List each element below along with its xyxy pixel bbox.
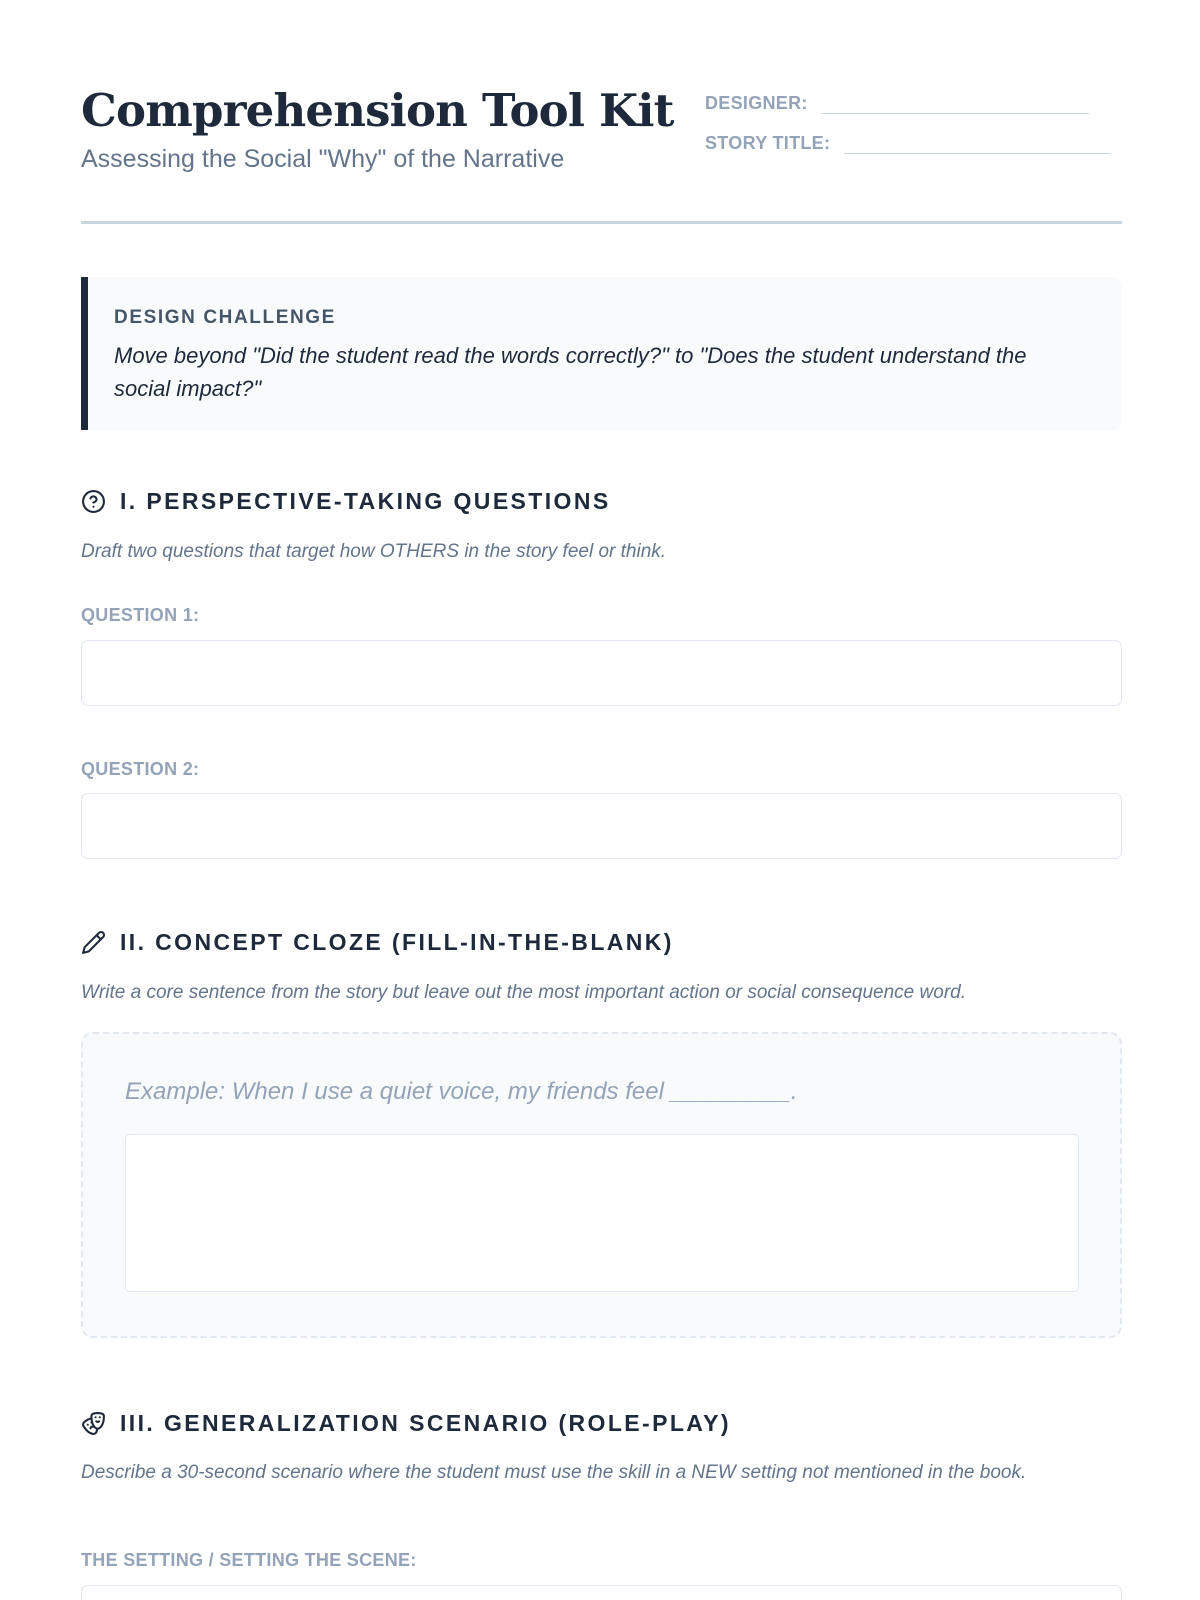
designer-field[interactable]	[822, 86, 1089, 114]
question-2-field[interactable]	[81, 793, 1122, 859]
callout-label: DESIGN CHALLENGE	[114, 307, 336, 328]
pencil-icon	[81, 930, 106, 955]
story-title-field[interactable]	[844, 126, 1111, 154]
section-title: III. GENERALIZATION SCENARIO (ROLE-PLAY)	[120, 1410, 731, 1436]
designer-row	[705, 84, 1089, 114]
header	[81, 82, 1122, 224]
section-description: Draft two questions that target how OTHERS in the story feel or think.	[81, 541, 667, 562]
question-circle-icon	[81, 489, 106, 514]
setting-field[interactable]	[81, 1585, 1122, 1600]
worksheet-page	[81, 0, 1122, 1600]
section-title: II. CONCEPT CLOZE (FILL-IN-THE-BLANK)	[120, 929, 674, 955]
story-title-label: STORY TITLE:	[705, 133, 831, 153]
cloze-answer-field[interactable]	[125, 1134, 1079, 1292]
setting-label: THE SETTING / SETTING THE SCENE:	[81, 1550, 417, 1570]
section-cloze-heading	[81, 929, 674, 956]
section-title: I. PERSPECTIVE-TAKING QUESTIONS	[120, 488, 611, 514]
section-description: Write a core sentence from the story but leave out the most important action or social consequence word.	[81, 982, 966, 1003]
designer-label: DESIGNER:	[705, 93, 808, 113]
callout-text: Move beyond "Did the student read the words correctly?" to "Does the student understand the social impact?"	[114, 343, 1027, 401]
page-subtitle: Assessing the Social "Why" of the Narrative	[81, 145, 565, 173]
section-roleplay-heading	[81, 1410, 731, 1437]
cloze-example: Example: When I use a quiet voice, my friends feel _________.	[125, 1078, 798, 1105]
question-1-field[interactable]	[81, 640, 1122, 706]
question-1-label: QUESTION 1:	[81, 605, 200, 625]
cloze-panel	[81, 1032, 1122, 1338]
section-description: Describe a 30-second scenario where the student must use the skill in a NEW setting not mentioned in the book.	[81, 1462, 1027, 1483]
question-2-label: QUESTION 2:	[81, 759, 200, 779]
design-challenge-callout	[81, 277, 1122, 430]
story-title-row	[705, 124, 1111, 154]
section-perspective-heading	[81, 488, 611, 515]
page-title: Comprehension Tool Kit	[81, 84, 674, 137]
theater-masks-icon	[81, 1411, 106, 1436]
